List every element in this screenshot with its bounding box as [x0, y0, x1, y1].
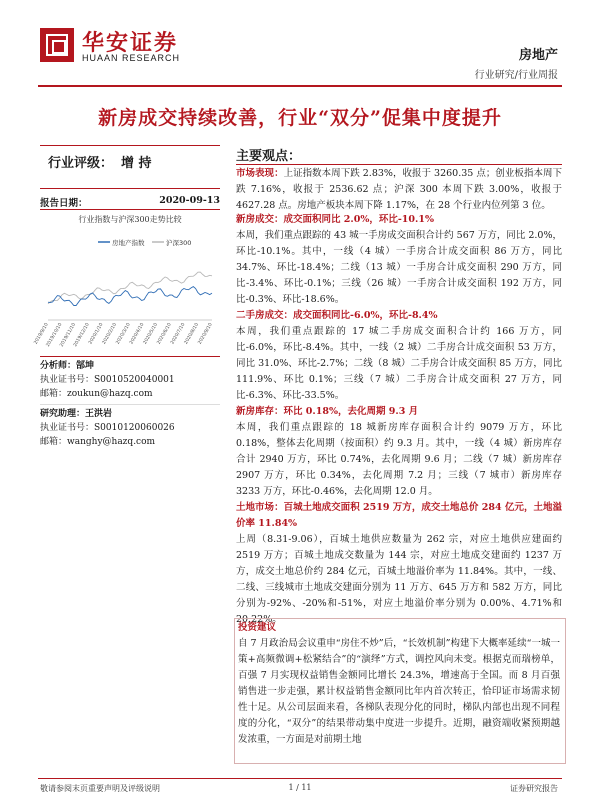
- logo-mark: [40, 28, 74, 62]
- x-tick-label: 2020/9/10: [197, 322, 214, 346]
- investment-head: 投资建议: [238, 622, 277, 633]
- analyst-block-1: [40, 359, 175, 401]
- index-comparison-chart: [33, 228, 220, 352]
- page-number: 1 / 11: [288, 783, 312, 792]
- section-inventory: [236, 404, 562, 500]
- analyst-email[interactable]: zoukun@hazq.com: [67, 389, 153, 399]
- report-date-label: 报告日期：: [40, 198, 88, 209]
- analyst-name: 郜坤: [76, 361, 95, 371]
- left-divider-analyst: [40, 356, 220, 357]
- rating-value: 增 持: [121, 156, 152, 171]
- land-body: 上周（8.31-9.06），百城土地供应数量为 262 宗，对应土地供应建面约 2519 万方；百城土地成交数量为 144 宗，对应土地成交建面约 1237 万方，成交土地总价约 284 亿元，百城土地溢价率为 11.84%。其中，一线、二线、三线城市土地成交建面分别为 11 万方、645 万方和 582 万方，同比分别为-92%、-20%和-51%，对应土地溢价率分别为 0.00%、4.71%和 20.22%。: [236, 534, 562, 625]
- new-house-body: 本周，我们重点跟踪的 43 城一手房成交面积合计约 567 万方，同比 2.0%，环比-10.1%。其中，一线（4 城）一手房合计成交面积 86 万方，同比 34.7%、环比-18.4%；二线（13 城）一手房合计成交面积 290 万方，同比-3.4%、环比-0.1%；三线（26 城）一手房合计成交面积 192 万方，同比-0.3%、环比-18.6%。: [236, 230, 562, 305]
- x-tick-label: 2020/6/10: [156, 322, 173, 346]
- market-head: 市场表现：: [236, 168, 284, 179]
- left-divider-mid: [40, 188, 220, 189]
- x-tick-label: 2020/5/10: [142, 322, 160, 346]
- section-investment: [238, 620, 560, 748]
- x-tick-label: 2020/8/10: [183, 322, 201, 346]
- left-divider-top: [40, 145, 220, 146]
- analyst-separator: [40, 404, 220, 405]
- legend-label-property: 房地产指数: [112, 239, 145, 247]
- sector-label: 房地产: [518, 48, 558, 63]
- assistant-cert: S0010120060026: [94, 423, 175, 433]
- x-tick-label: 2019/9/10: [33, 322, 50, 346]
- header-divider: [38, 85, 562, 87]
- section-land: [236, 500, 562, 628]
- second-hand-body: 本周，我们重点跟踪的 17 城二手房成交面积合计约 166 万方，同比-6.0%，环比-8.4%。其中，一线（2 城）二手房合计成交面积 53 万方，同比 31.0%、环比-2.7%；二线（8 城）二手房合计成交面积 85 万方，同比 111.9%、环比 0.1%；三线（7 城）二手房合计成交面积 27 万方，同比-6.3%、环比-33.5%。: [236, 326, 562, 401]
- analyst-role: 分析师：: [40, 361, 77, 371]
- x-tick-label: 2020/4/10: [129, 322, 146, 346]
- assistant-email[interactable]: wanghy@hazq.com: [67, 437, 156, 447]
- x-tick-label: 2019/10/10: [45, 322, 64, 348]
- logo-text: 华安证券: [82, 30, 179, 56]
- x-tick-label: 2020/7/10: [170, 322, 187, 346]
- report-title: 新房成交持续改善，行业“双分”促集中度提升: [98, 107, 502, 129]
- section-market: [236, 166, 562, 214]
- x-tick-label: 2020/3/10: [115, 322, 132, 346]
- analyst-email-label: 邮箱：: [40, 389, 68, 399]
- logo-subtext: HUAAN RESEARCH: [82, 53, 181, 63]
- legend-label-hs300: 沪深300: [166, 239, 192, 247]
- x-tick-label: 2019/11/10: [59, 322, 78, 348]
- analyst-cert: S0010520040001: [94, 375, 175, 385]
- rating-label: 行业评级：: [48, 156, 114, 171]
- second-hand-head: 二手房成交：成交面积同比-6.0%，环比-8.4%: [236, 310, 438, 321]
- report-date-row: [40, 195, 220, 209]
- chart-title: 行业指数与沪深300走势比较: [78, 215, 182, 224]
- market-body: 上证指数本周下跌 2.83%，收报于 3260.35 点；创业板指本周下跌 7.16%，收报于 2536.62 点；沪深 300 本周下跌 3.00%，收报于 4627.28 点。房地产板块本周下降 1.17%，在 28 个行业内位列第 3 位。: [236, 168, 562, 211]
- analyst-block-2: [40, 407, 175, 449]
- key-points-title: 主要观点：: [236, 149, 302, 164]
- inventory-body: 本周，我们重点跟踪的 18 城新房库存面积合计约 9079 万方，环比 0.18%，整体去化周期（按面积）约 9.3 月。其中，一线（4 城）新房库存合计 2940 万方，环比 0.74%，去化周期 9.6 月；二线（7 城）新房库存 2907 万方，环比 0.34%，去化周期 7.2 月；三线（7 城市）新房库存 3233 万方，环比-0.46%，去化周期 12.0 月。: [236, 422, 562, 497]
- footer-divider: [38, 778, 562, 779]
- left-divider-chart: [40, 209, 220, 210]
- x-tick-label: 2020/1/10: [88, 322, 105, 346]
- analyst-cert-label: 执业证书号：: [40, 375, 95, 385]
- x-tick-label: 2019/12/10: [73, 322, 91, 348]
- inventory-head: 新房库存：环比 0.18%，去化周期 9.3 月: [236, 406, 419, 417]
- assistant-name: 王洪岩: [85, 409, 113, 419]
- footer-brand: 证券研究报告: [510, 784, 558, 793]
- report-type: 行业研究/行业周报: [474, 70, 558, 81]
- assistant-email-label: 邮箱：: [40, 437, 68, 447]
- footer-disclaimer: 敬请参阅末页重要声明及评级说明: [40, 784, 160, 793]
- key-points-divider: [236, 164, 562, 165]
- section-new-house: [236, 212, 562, 308]
- new-house-head: 新房成交：成交面积同比 2.0%，环比-10.1%: [236, 214, 434, 225]
- investment-body: 自 7 月政治局会议重申“房住不炒”后，“长效机制”构建下大概率延续“一城一策+高频微调+松紧结合”的“演绎”方式，调控风向未变。根据克而瑞榜单，百强 7 月实现权益销售金额同比增长 24.3%，增速高于全国。而 8 月百强销售进一步走强，累计权益销售金额同比年内首次转正，恰印证市场需求韧性十足。从公司层面来看，各梯队表现分化的同时，梯队内部也出现不同程度的分化，“双分”的结果带动集中度进一步提升。近期，融资端收紧预期越发浓重，一方面是对前期土地: [238, 638, 560, 745]
- hs300-line: [48, 272, 212, 304]
- land-head: 土地市场：百城土地成交面积 2519 万方，成交土地总价 284 亿元，土地溢价率 11.84%: [236, 502, 562, 529]
- property-index-line: [48, 287, 212, 306]
- section-second-hand: [236, 308, 562, 404]
- report-date-value: 2020-09-13: [159, 195, 220, 206]
- assistant-cert-label: 执业证书号：: [40, 423, 95, 433]
- assistant-role: 研究助理：: [40, 409, 86, 419]
- x-tick-label: 2020/2/10: [101, 322, 119, 346]
- rating-row: [48, 152, 208, 171]
